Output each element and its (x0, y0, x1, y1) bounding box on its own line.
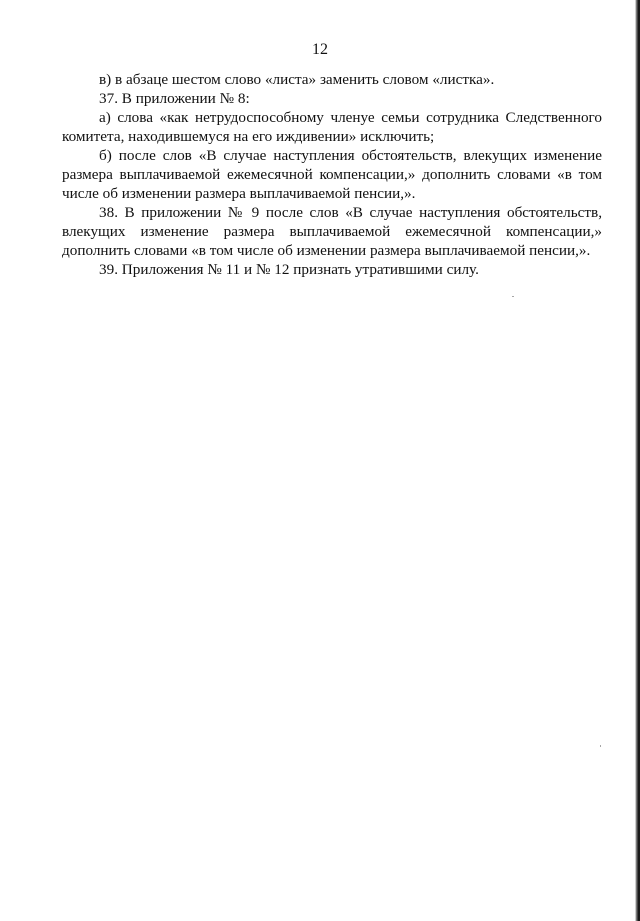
page-edge-shadow (635, 0, 638, 921)
scan-speck (600, 745, 601, 747)
document-body (62, 70, 602, 279)
paragraph-item-b: б) после слов «В случае наступления обстоятельств, влекущих изменение размера выплачиваемой ежемесячной компенсации,» дополнить словами «в том числе об изменении размера выплачиваемой пенсии,». (62, 147, 602, 202)
page-number: 12 (312, 41, 328, 58)
paragraph-item-38: 38. В приложении № 9 после слов «В случае наступления обстоятельств, влекущих изменение размера выплачиваемой ежемесячной компенсации,» дополнить словами «в том числе об изменении размера выплачиваемой пенсии,». (62, 204, 602, 259)
paragraph-item-39: 39. Приложения № 11 и № 12 признать утратившими силу. (99, 261, 479, 278)
paragraph-item-a: а) слова «как нетрудоспособному членуе семьи сотрудника Следственного комитета, находившемуся на его иждивении» исключить; (62, 109, 602, 145)
paragraph-item-v: в) в абзаце шестом слово «листа» заменить словом «листка». (99, 71, 495, 88)
paragraph-item-37: 37. В приложении № 8: (99, 90, 250, 107)
scan-speck (512, 296, 514, 297)
